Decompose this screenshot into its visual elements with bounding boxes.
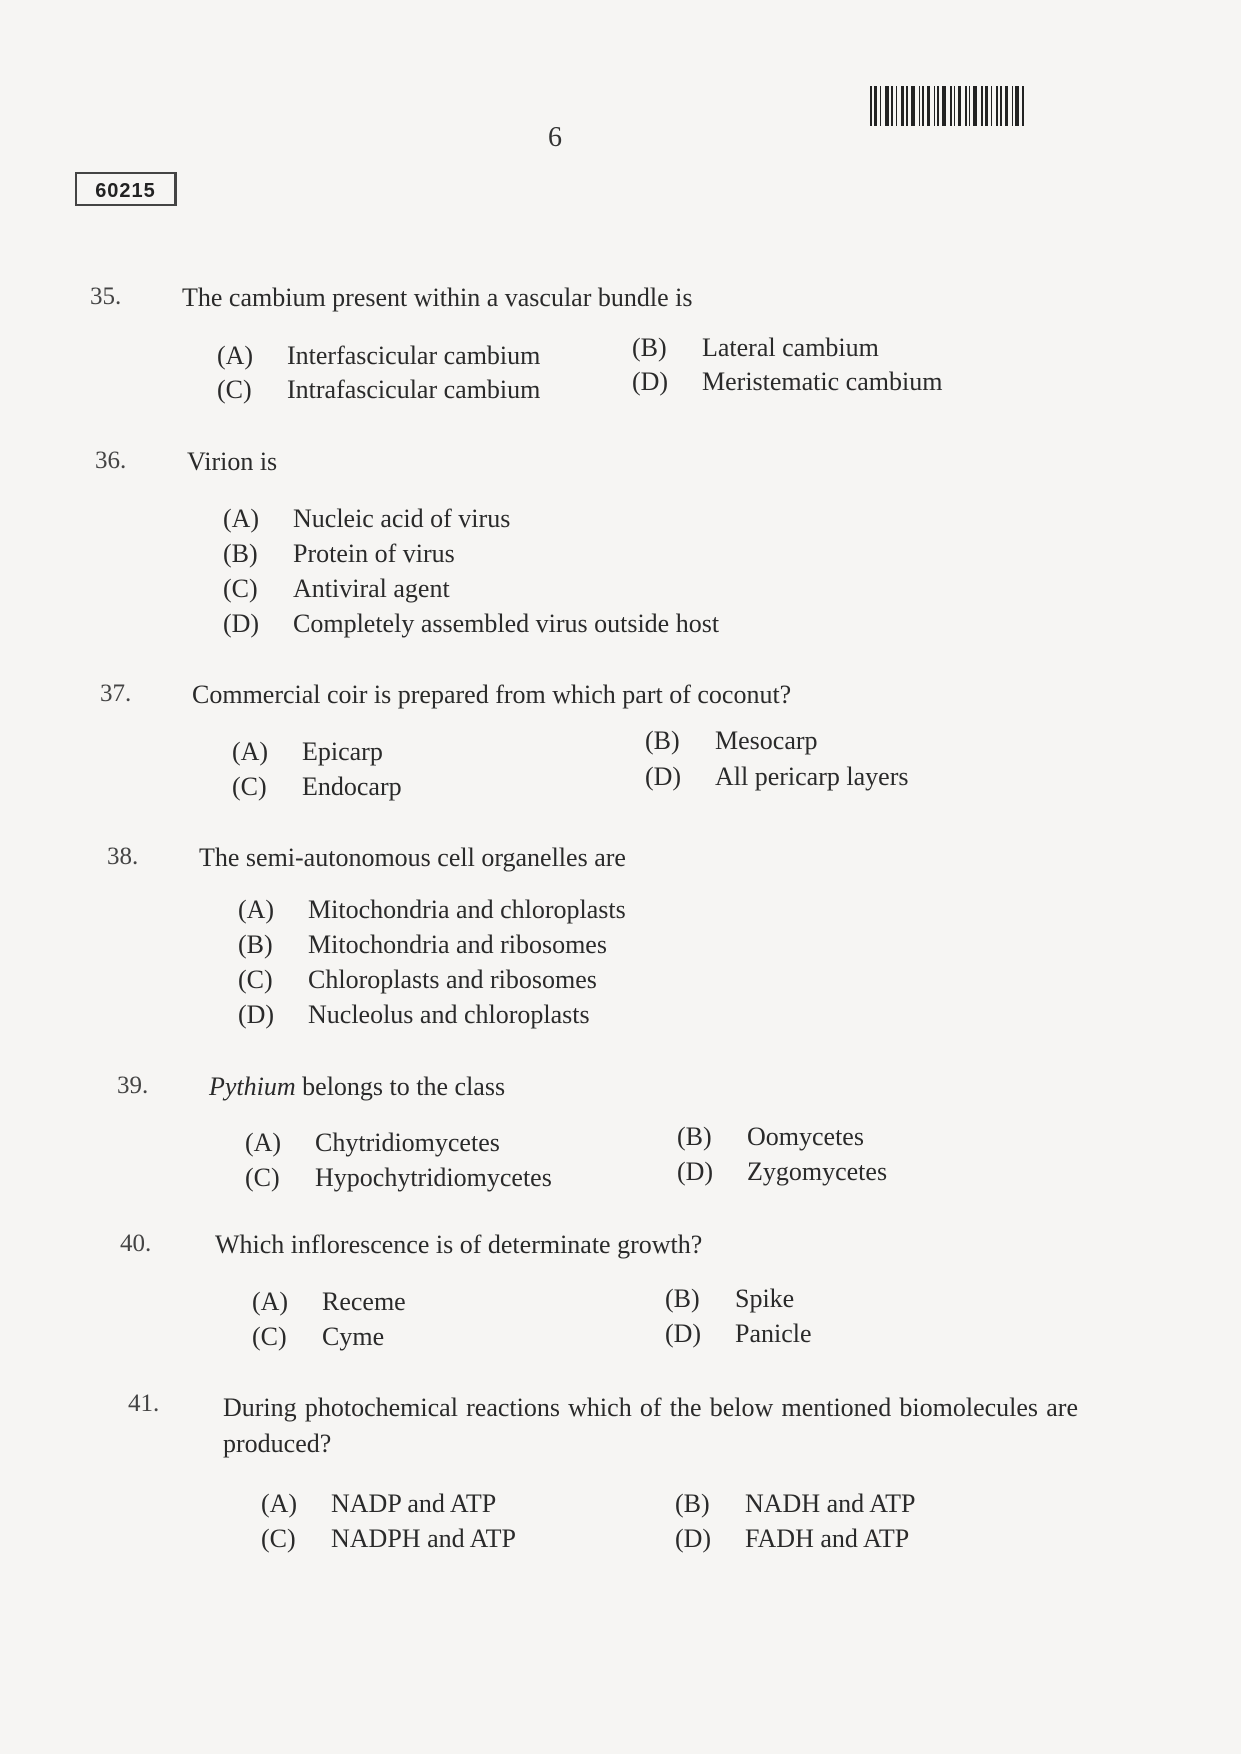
question-text: Commercial coir is prepared from which part of coconut? — [192, 680, 792, 709]
option-c — [217, 375, 540, 405]
question-39 — [117, 1072, 1117, 1202]
option-letter: (D) — [238, 1000, 275, 1029]
option-text: Meristematic cambium — [702, 367, 943, 396]
option-c — [252, 1322, 384, 1352]
barcode-stripe — [950, 86, 952, 126]
option-text: Hypochytridiomycetes — [315, 1163, 552, 1192]
barcode-stripe — [880, 86, 881, 126]
option-b — [665, 1284, 794, 1314]
question-number: 41. — [128, 1390, 160, 1417]
option-a — [232, 737, 383, 767]
option-b — [238, 930, 607, 960]
option-letter: (B) — [645, 726, 680, 755]
option-letter: (D) — [645, 762, 682, 791]
option-letter: (D) — [223, 609, 260, 638]
question-35 — [90, 283, 1090, 413]
paper-code-box: 60215 — [75, 172, 177, 206]
option-text: Mesocarp — [715, 726, 818, 755]
option-c — [238, 965, 597, 995]
option-letter: (C) — [217, 375, 252, 404]
option-c — [261, 1524, 516, 1554]
option-b — [677, 1122, 864, 1152]
option-a — [261, 1489, 496, 1519]
barcode-stripe — [954, 86, 955, 126]
option-letter: (C) — [245, 1163, 280, 1192]
option-letter: (B) — [223, 539, 258, 568]
barcode-stripe — [922, 86, 924, 126]
option-letter: (C) — [261, 1524, 296, 1553]
barcode-stripe — [958, 86, 961, 126]
option-letter: (B) — [677, 1122, 712, 1151]
barcode-stripe — [937, 86, 939, 126]
option-text: Protein of virus — [293, 539, 455, 568]
option-letter: (C) — [238, 965, 273, 994]
option-a — [245, 1128, 500, 1158]
option-text: All pericarp layers — [715, 762, 909, 791]
option-text: Oomycetes — [747, 1122, 864, 1151]
option-c — [232, 772, 402, 802]
option-b — [645, 726, 818, 756]
option-text: NADP and ATP — [331, 1489, 497, 1518]
option-letter: (D) — [665, 1319, 702, 1348]
option-letter: (A) — [252, 1287, 289, 1316]
option-a — [252, 1287, 406, 1317]
option-letter: (C) — [223, 574, 258, 603]
barcode-stripe — [1015, 86, 1019, 126]
option-a — [217, 341, 540, 371]
option-a — [223, 504, 510, 534]
option-letter: (A) — [232, 737, 269, 766]
question-text — [209, 1072, 505, 1102]
question-text: The cambium present within a vascular bundle is — [182, 283, 693, 312]
barcode-stripe — [965, 86, 967, 126]
barcode-stripe — [942, 86, 946, 126]
option-letter: (B) — [665, 1284, 700, 1313]
barcode-stripe — [919, 86, 920, 126]
option-letter: (C) — [232, 772, 267, 801]
option-d — [665, 1319, 812, 1349]
option-b — [632, 333, 879, 363]
option-text: Nucleic acid of virus — [293, 504, 511, 533]
option-letter: (D) — [675, 1524, 712, 1553]
option-text: Chytridiomycetes — [315, 1128, 500, 1157]
option-text: Mitochondria and chloroplasts — [308, 895, 626, 924]
barcode-stripe — [1005, 86, 1008, 126]
option-text: NADPH and ATP — [331, 1524, 516, 1553]
barcode-stripe — [1022, 86, 1024, 126]
option-text: Chloroplasts and ribosomes — [308, 965, 597, 994]
question-41 — [128, 1390, 1128, 1560]
option-letter: (B) — [238, 930, 273, 959]
option-c — [245, 1163, 552, 1193]
option-a — [238, 895, 626, 925]
option-d — [645, 762, 908, 792]
barcode-stripe — [985, 86, 988, 126]
option-letter: (A) — [245, 1128, 282, 1157]
barcode-stripe — [901, 86, 904, 126]
option-d — [632, 367, 942, 397]
option-d — [675, 1524, 909, 1554]
question-number: 37. — [100, 680, 132, 707]
option-text: Receme — [322, 1287, 406, 1316]
barcode-stripe — [891, 86, 893, 126]
option-letter: (A) — [223, 504, 260, 533]
question-38 — [107, 843, 1107, 1043]
option-letter: (A) — [261, 1489, 298, 1518]
option-text: Epicarp — [302, 737, 383, 766]
question-number: 40. — [120, 1230, 152, 1257]
barcode-stripe — [874, 86, 877, 126]
barcode-stripe — [885, 86, 889, 126]
option-text: NADH and ATP — [745, 1489, 916, 1518]
barcode-stripe — [996, 86, 998, 126]
option-letter: (D) — [632, 367, 669, 396]
option-letter: (B) — [675, 1489, 710, 1518]
question-number: 38. — [107, 843, 139, 870]
question-number: 39. — [117, 1072, 149, 1099]
option-b — [223, 539, 455, 569]
option-text: Intrafascicular cambium — [287, 375, 541, 404]
question-number: 35. — [90, 283, 122, 310]
option-d — [238, 1000, 590, 1030]
barcode-stripe — [969, 86, 970, 126]
option-letter: (A) — [238, 895, 275, 924]
option-text: Mitochondria and ribosomes — [308, 930, 607, 959]
option-text: Zygomycetes — [747, 1157, 888, 1186]
option-d — [223, 609, 719, 639]
barcode-stripe — [927, 86, 930, 126]
question-text: Virion is — [187, 447, 278, 476]
barcode-stripe — [1012, 86, 1013, 126]
option-text: Lateral cambium — [702, 333, 879, 362]
option-text: Endocarp — [302, 772, 402, 801]
option-text: Panicle — [735, 1319, 812, 1348]
question-37 — [100, 680, 1100, 810]
option-text: Cyme — [322, 1322, 385, 1351]
question-40 — [120, 1230, 1120, 1360]
barcode-stripe — [973, 86, 977, 126]
option-d — [677, 1157, 887, 1187]
option-letter: (C) — [252, 1322, 287, 1351]
option-text: Spike — [735, 1284, 795, 1313]
option-letter: (A) — [217, 341, 254, 370]
barcode-stripe — [870, 86, 872, 126]
option-text: Completely assembled virus outside host — [293, 609, 720, 638]
option-b — [675, 1489, 915, 1519]
question-text-rest: belongs to the class — [302, 1072, 506, 1101]
barcode-stripe — [896, 86, 897, 126]
question-36 — [95, 447, 1095, 647]
option-text: Nucleolus and chloroplasts — [308, 1000, 590, 1029]
barcode-stripe — [911, 86, 915, 126]
option-text: Interfascicular cambium — [287, 341, 541, 370]
question-text-italic: Pythium — [209, 1072, 296, 1101]
page-number: 6 — [548, 122, 562, 153]
barcode-stripe — [1000, 86, 1002, 126]
barcode-stripe — [981, 86, 983, 126]
barcode-stripe — [991, 86, 992, 126]
option-c — [223, 574, 450, 604]
question-text: Which inflorescence is of determinate growth? — [215, 1230, 703, 1259]
option-letter: (B) — [632, 333, 667, 362]
question-text: During photochemical reactions which of the below mentioned biomolecules are produced? — [223, 1393, 1078, 1458]
barcode-stripe — [906, 86, 908, 126]
barcode — [870, 86, 1055, 126]
question-text: The semi-autonomous cell organelles are — [199, 843, 626, 872]
question-number: 36. — [95, 447, 127, 474]
option-text: FADH and ATP — [745, 1524, 910, 1553]
option-text: Antiviral agent — [293, 574, 450, 603]
barcode-stripe — [934, 86, 935, 126]
option-letter: (D) — [677, 1157, 714, 1186]
